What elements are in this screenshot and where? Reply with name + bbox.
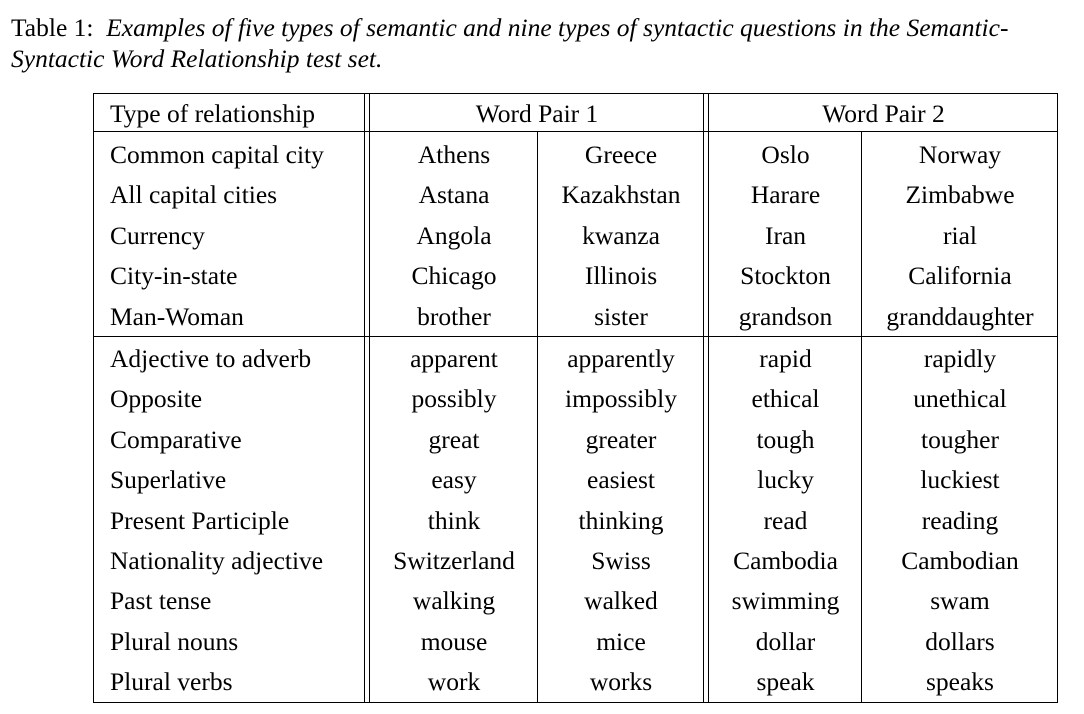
- cell-relationship-type: All capital cities: [110, 180, 278, 210]
- cell-pair2-word-a: rapid: [759, 344, 812, 373]
- cell-pair2-word-a: lucky: [757, 465, 814, 495]
- cell-pair1-word-b: easiest: [587, 465, 655, 495]
- cell-pair2-word-a: Cambodia: [733, 546, 838, 575]
- col-divider-double-a: [364, 94, 365, 702]
- cell-relationship-type: Present Participle: [110, 505, 290, 535]
- cell-pair1-word-b: walked: [584, 586, 658, 616]
- cell-relationship-type: Man-Woman: [110, 301, 244, 331]
- cell-pair2-word-b: unethical: [913, 384, 1007, 414]
- cell-pair1-word-b: apparently: [567, 344, 675, 373]
- cell-pair2-word-b: luckiest: [920, 465, 1000, 495]
- cell-pair2-word-a: Iran: [764, 220, 807, 250]
- cell-pair1-word-a: Chicago: [411, 261, 497, 291]
- cell-pair1-word-b: Illinois: [584, 261, 658, 291]
- cell-pair1-word-b: Kazakhstan: [561, 180, 681, 210]
- cell-pair2-word-b: swam: [930, 586, 990, 616]
- cell-relationship-type: Nationality adjective: [110, 546, 324, 575]
- col-divider-double-c: [703, 94, 704, 702]
- cell-pair1-word-a: think: [427, 505, 481, 535]
- header-type: Type of relationship: [110, 99, 315, 128]
- header-word-pair-1: Word Pair 1: [475, 99, 599, 128]
- cell-pair2-word-a: dollar: [755, 626, 816, 656]
- cell-relationship-type: Opposite: [110, 384, 203, 414]
- cell-pair2-word-a: ethical: [751, 384, 820, 414]
- cell-relationship-type: Currency: [110, 220, 205, 250]
- cell-pair2-word-a: grandson: [738, 301, 833, 331]
- col-divider-double-b: [369, 94, 370, 702]
- cell-pair1-word-b: impossibly: [565, 384, 677, 414]
- cell-relationship-type: Common capital city: [110, 140, 324, 169]
- cell-pair2-word-a: swimming: [731, 586, 840, 616]
- cell-pair2-word-b: rapidly: [923, 344, 997, 373]
- cell-pair1-word-b: Greece: [584, 140, 658, 169]
- cell-pair2-word-a: read: [763, 505, 808, 535]
- col-divider-pair1: [537, 131, 538, 702]
- cell-pair2-word-b: speaks: [926, 667, 994, 697]
- cell-pair2-word-b: California: [908, 261, 1012, 291]
- col-divider-double-d: [708, 94, 709, 702]
- cell-pair1-word-b: works: [589, 667, 653, 697]
- cell-pair1-word-b: greater: [585, 424, 657, 454]
- cell-pair1-word-b: Swiss: [591, 546, 651, 575]
- caption-text-line-1: Examples of five types of semantic and nine types of syntactic questions in the Semantic-: [106, 13, 1009, 42]
- cell-pair2-word-b: reading: [921, 505, 999, 535]
- cell-pair1-word-a: brother: [417, 301, 491, 331]
- cell-pair1-word-b: kwanza: [582, 220, 660, 250]
- cell-pair2-word-b: Cambodian: [901, 546, 1019, 575]
- cell-pair1-word-a: Angola: [416, 220, 492, 250]
- cell-pair2-word-a: Harare: [750, 180, 821, 210]
- cell-pair2-word-b: dollars: [925, 626, 995, 656]
- cell-pair2-word-b: rial: [943, 220, 977, 250]
- cell-relationship-type: Plural verbs: [110, 667, 233, 697]
- caption-label: Table 1:: [11, 13, 94, 42]
- col-divider-pair2: [861, 131, 862, 702]
- cell-pair1-word-b: thinking: [578, 505, 664, 535]
- caption-text-line-2: Syntactic Word Relationship test set.: [11, 44, 383, 73]
- cell-pair1-word-a: great: [428, 424, 480, 454]
- cell-pair1-word-b: mice: [596, 626, 646, 656]
- cell-pair1-word-a: mouse: [420, 626, 488, 656]
- word-relationship-table: [93, 93, 1058, 703]
- cell-pair2-word-b: Zimbabwe: [905, 180, 1015, 210]
- cell-pair1-word-a: work: [427, 667, 481, 697]
- cell-pair2-word-b: granddaughter: [886, 301, 1034, 331]
- cell-pair2-word-a: Oslo: [761, 140, 810, 169]
- table-caption: [11, 12, 1084, 74]
- cell-pair1-word-a: Switzerland: [393, 546, 515, 575]
- cell-pair1-word-b: sister: [594, 301, 648, 331]
- cell-relationship-type: Superlative: [110, 465, 227, 495]
- cell-pair1-word-a: easy: [431, 465, 477, 495]
- cell-relationship-type: Plural nouns: [110, 626, 239, 656]
- header-word-pair-2: Word Pair 2: [822, 99, 945, 128]
- cell-pair2-word-b: tougher: [921, 424, 999, 454]
- cell-pair1-word-a: apparent: [410, 344, 498, 373]
- cell-pair2-word-a: speak: [756, 667, 815, 697]
- cell-pair2-word-b: Norway: [918, 140, 1002, 169]
- cell-pair1-word-a: walking: [412, 586, 496, 616]
- cell-pair1-word-a: Astana: [418, 180, 490, 210]
- cell-relationship-type: Adjective to adverb: [110, 344, 312, 373]
- cell-pair2-word-a: tough: [756, 424, 815, 454]
- cell-pair2-word-a: Stockton: [740, 261, 831, 291]
- cell-pair1-word-a: Athens: [417, 140, 491, 169]
- cell-relationship-type: City-in-state: [110, 261, 238, 291]
- cell-pair1-word-a: possibly: [411, 384, 497, 414]
- caption-line-1: [11, 12, 1084, 43]
- cell-relationship-type: Past tense: [110, 586, 212, 616]
- cell-relationship-type: Comparative: [110, 424, 242, 454]
